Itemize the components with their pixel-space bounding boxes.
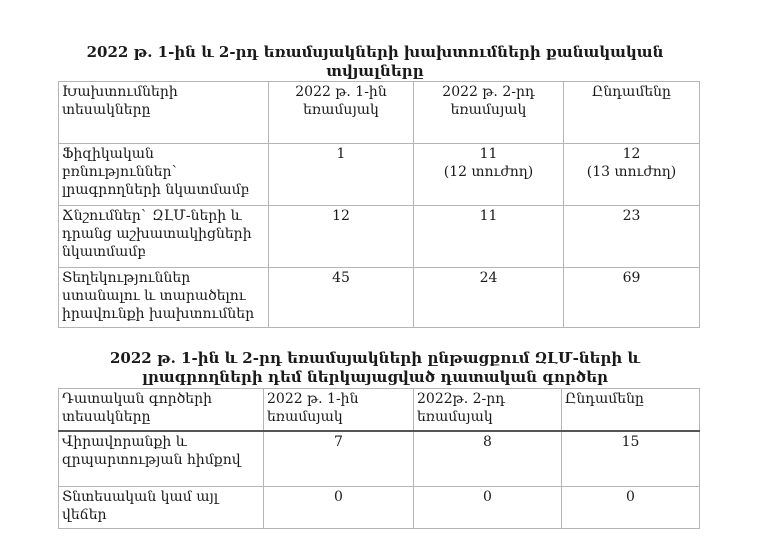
table-cell: 0 (562, 487, 700, 529)
header-cell: 2022 թ. 1-ին եռամսյակ (269, 82, 414, 144)
table-cell: 11 (414, 206, 564, 268)
table-cell: 1 (269, 144, 414, 206)
header-cell: Խախտումների տեսակները (59, 82, 269, 144)
table-row (59, 431, 700, 487)
table-row (59, 268, 700, 328)
table-header-row (59, 389, 700, 431)
table-cell: 0 (414, 487, 562, 529)
table-cell: 0 (264, 487, 414, 529)
table-cell: 12 (13 տուժող) (564, 144, 700, 206)
table-row (59, 206, 700, 268)
table-row (59, 487, 700, 529)
header-cell: Ընդամենը (562, 389, 700, 431)
header-cell: Ընդամենը (564, 82, 700, 144)
table-cell: 45 (269, 268, 414, 328)
table-cell: 23 (564, 206, 700, 268)
table-row (59, 144, 700, 206)
header-cell: 2022թ. 2-րդ եռամսյակ (414, 389, 562, 431)
row-label: Տեղեկություններ ստանալու և տարածելու իրավունքի խախտումներ (59, 268, 269, 328)
header-cell: 2022 թ. 2-րդ եռամսյակ (414, 82, 564, 144)
header-cell: Դատական գործերի տեսակները (59, 389, 264, 431)
table-header-row (59, 82, 700, 144)
table2-title: 2022 թ. 1-ին և 2-րդ եռամսյակների ընթացքում ԶԼՄ-ների և լրագրողների դեմ ներկայացված դատական գործեր (110, 349, 640, 386)
table-cell: 11 (12 տուժող) (414, 144, 564, 206)
row-label: Վիրավորանքի և զրպարտության հիմքով (59, 431, 264, 487)
table-cell: 69 (564, 268, 700, 328)
row-label: Ֆիզիկական բռնություններ` լրագրողների նկատմամբ (59, 144, 269, 206)
court-cases-table (58, 388, 700, 529)
table1-title: 2022 թ. 1-ին և 2-րդ եռամսյակների խախտումների քանակական տվյալները (86, 43, 664, 80)
table-cell: 12 (269, 206, 414, 268)
header-cell: 2022 թ. 1-ին եռամսյակ (264, 389, 414, 431)
table-cell: 7 (264, 431, 414, 487)
violations-table (58, 81, 700, 328)
row-label: Ճնշումներ` ԶԼՄ-ների և դրանց աշխատակիցների նկատմամբ (59, 206, 269, 268)
table-cell: 8 (414, 431, 562, 487)
table-cell: 24 (414, 268, 564, 328)
table-cell: 15 (562, 431, 700, 487)
row-label: Տնտեսական կամ այլ վեճեր (59, 487, 264, 529)
